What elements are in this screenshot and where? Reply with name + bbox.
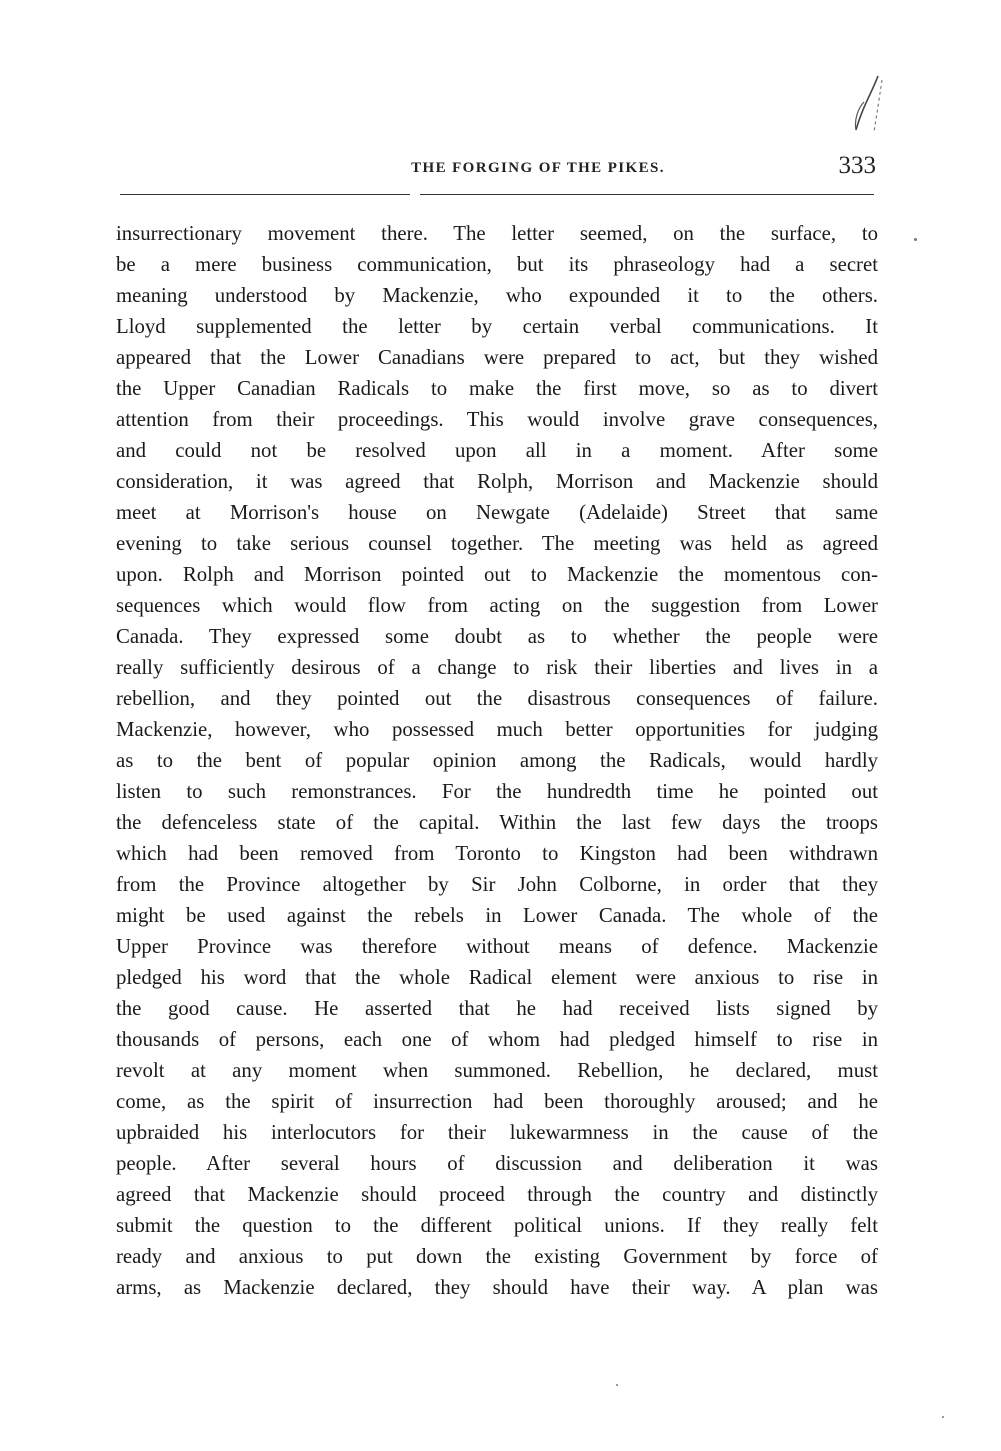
text-line: Canada. They expressed some doubt as to whether the people were — [116, 625, 878, 648]
text-line: really sufficiently desirous of a change to risk their liberties and lives in a — [116, 656, 878, 679]
pencil-annotation-mark — [838, 72, 888, 138]
text-line: agreed that Mackenzie should proceed through the country and distinctly — [116, 1183, 878, 1206]
text-line: Lloyd supplemented the letter by certain verbal communications. It — [116, 315, 878, 338]
running-title: THE FORGING OF THE PIKES. — [411, 160, 665, 176]
text-line: people. After several hours of discussion and deliberation it was — [116, 1152, 878, 1175]
text-line: Upper Province was therefore without means of defence. Mackenzie — [116, 935, 878, 958]
text-line: listen to such remonstrances. For the hundredth time he pointed out — [116, 780, 878, 803]
text-line: ready and anxious to put down the existing Government by force of — [116, 1245, 878, 1268]
text-line: and could not be resolved upon all in a moment. After some — [116, 439, 878, 462]
text-line: come, as the spirit of insurrection had been thoroughly aroused; and he — [116, 1090, 878, 1113]
text-line: rebellion, and they pointed out the disastrous consequences of failure. — [116, 687, 878, 710]
text-line: evening to take serious counsel together. The meeting was held as agreed — [116, 532, 878, 555]
header-rule-left — [120, 194, 410, 195]
paper-speck — [914, 238, 917, 241]
text-line: thousands of persons, each one of whom had pledged himself to rise in — [116, 1028, 878, 1051]
text-line: arms, as Mackenzie declared, they should have their way. A plan was — [116, 1276, 878, 1299]
text-line: which had been removed from Toronto to Kingston had been withdrawn — [116, 842, 878, 865]
text-line: insurrectionary movement there. The letter seemed, on the surface, to — [116, 222, 878, 245]
text-line: meet at Morrison's house on Newgate (Adelaide) Street that same — [116, 501, 878, 524]
text-line: pledged his word that the whole Radical element were anxious to rise in — [116, 966, 878, 989]
text-line: upbraided his interlocutors for their lukewarmness in the cause of the — [116, 1121, 878, 1144]
text-line: sequences which would flow from acting on the suggestion from Lower — [116, 594, 878, 617]
text-line: upon. Rolph and Morrison pointed out to Mackenzie the momentous con- — [116, 563, 878, 586]
text-line: submit the question to the different political unions. If they really felt — [116, 1214, 878, 1237]
text-line: Mackenzie, however, who possessed much better opportunities for judging — [116, 718, 878, 741]
text-line: appeared that the Lower Canadians were prepared to act, but they wished — [116, 346, 878, 369]
text-line: from the Province altogether by Sir John Colborne, in order that they — [116, 873, 878, 896]
text-line: attention from their proceedings. This would involve grave consequences, — [116, 408, 878, 431]
paper-speck — [942, 1416, 944, 1418]
text-line: revolt at any moment when summoned. Rebellion, he declared, must — [116, 1059, 878, 1082]
running-head — [120, 152, 880, 190]
text-line: be a mere business communication, but its phraseology had a secret — [116, 253, 878, 276]
text-line: might be used against the rebels in Lower Canada. The whole of the — [116, 904, 878, 927]
text-line: the Upper Canadian Radicals to make the first move, so as to divert — [116, 377, 878, 400]
text-line: as to the bent of popular opinion among the Radicals, would hardly — [116, 749, 878, 772]
text-line: consideration, it was agreed that Rolph, Morrison and Mackenzie should — [116, 470, 878, 493]
text-line: the good cause. He asserted that he had received lists signed by — [116, 997, 878, 1020]
header-rule-right — [420, 194, 874, 195]
text-line: meaning understood by Mackenzie, who expounded it to the others. — [116, 284, 878, 307]
text-line: the defenceless state of the capital. Within the last few days the troops — [116, 811, 878, 834]
body-text — [116, 218, 878, 1303]
page-number: 333 — [838, 152, 876, 179]
paper-speck — [616, 1384, 618, 1386]
